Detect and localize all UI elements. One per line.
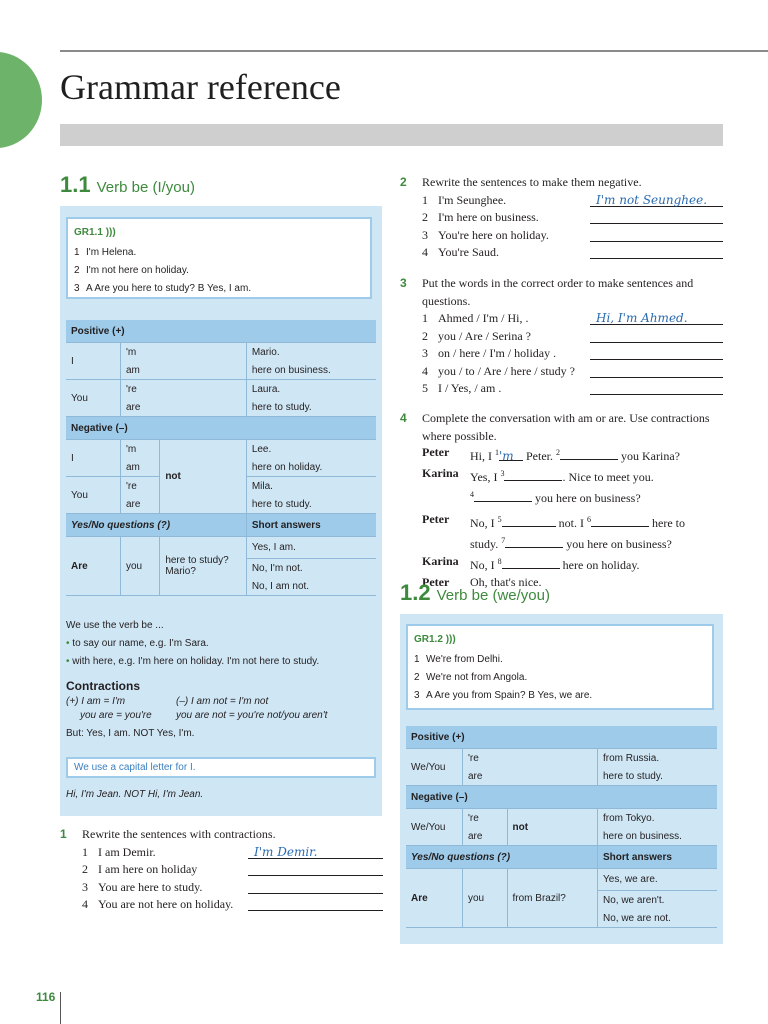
page-number: 116 xyxy=(36,990,56,1004)
answer-field[interactable] xyxy=(248,861,383,876)
answer-field[interactable] xyxy=(590,328,723,343)
header-bar xyxy=(60,124,723,146)
answer-field[interactable] xyxy=(590,363,723,378)
capital-letter-note: We use a capital letter for I. xyxy=(66,757,376,778)
answer-field[interactable] xyxy=(590,227,723,242)
gr-example-line: 2 We're not from Angola. xyxy=(414,672,528,683)
gr-example-line: 2 I'm not here on holiday. xyxy=(74,265,189,276)
conversation: Peter Hi, I $^1$'m Peter. $^2$ you Karina? Karina Yes, I $^3$ . Nice to meet you. $^4$ you here on business? Peter No, I $^5$ not. I $^6$ here to study. $^7$ you here on business? Karina No, I $^8$ here on holiday. Peter Oh, that's nice. xyxy=(422,445,685,589)
exercise-1: 1 Rewrite the sentences with contractions. 1 I am Demir. I'm Demir. 2 I am here on holiday 3 You are here to study. 4 You are not here on holiday. xyxy=(60,826,385,914)
answer-field[interactable] xyxy=(590,244,723,259)
be-table-1-1: Positive (+) I 'm Mario. am here on business. You 're Laura. are here to study. Negative (–) I 'm not Lee. am here on holiday. You 're Mila. are here to study. Yes/No questions (?) Short answers Are you here to study? Mario? Yes, I am. No, I'm not. No, I am not. xyxy=(66,320,376,596)
answer-gap[interactable]: 'm xyxy=(499,448,523,461)
questions-header: Yes/No questions (?) xyxy=(406,846,598,869)
section-color-tab xyxy=(0,52,42,148)
gr-example-box-1-2: GR1.2 ))) 1 We're from Delhi. 2 We're not from Angola. 3 A Are you from Spain? B Yes, we are. xyxy=(406,624,714,710)
gr-example-box-1-1: GR1.1 ))) 1 I'm Helena. 2 I'm not here on holiday. 3 A Are you here to study? B Yes, I am. xyxy=(66,217,372,299)
short-answers-header: Short answers xyxy=(246,514,376,537)
answer-field[interactable] xyxy=(590,345,723,360)
answer-gap[interactable] xyxy=(502,514,556,527)
section-1-1-heading: 1.1 Verb be (I/you) xyxy=(60,172,195,197)
answer-field[interactable]: I'm not Seunghee. xyxy=(590,192,723,207)
answer-field[interactable] xyxy=(248,896,383,911)
exercise-3: 3 Put the words in the correct order to make sentences and questions. 1 Ahmed / I'm / Hi, . Hi, I'm Ahmed. 2 you / Are / Serina ? 3 on / here / I'm / holiday . 4 you / to / Are / here / study ? 5 I / Yes, / am . xyxy=(400,275,725,398)
short-answers-header: Short answers xyxy=(598,846,718,869)
answer-gap[interactable] xyxy=(591,514,649,527)
hi-line: Hi, I'm Jean. NOT Hi, I'm Jean. xyxy=(66,789,204,800)
negative-header: Negative (–) xyxy=(406,786,717,809)
audio-icon[interactable]: ))) xyxy=(445,634,456,645)
be-table-1-2: Positive (+) We/You 're from Russia. are here to study. Negative (–) We/You 're not from Tokyo. are here on business. Yes/No questions (?) Short answers Are you from Brazil? Yes, we are. No, we aren't. No, we are not. xyxy=(406,726,717,928)
negative-header: Negative (–) xyxy=(66,417,376,440)
answer-field[interactable] xyxy=(590,380,723,395)
section-1-2-heading: 1.2 Verb be (we/you) xyxy=(400,580,550,605)
questions-header: Yes/No questions (?) xyxy=(66,514,246,537)
answer-gap[interactable] xyxy=(502,556,560,569)
gr-example-line: 1 We're from Delhi. xyxy=(414,654,503,665)
answer-field[interactable]: I'm Demir. xyxy=(248,844,383,859)
contractions-heading: Contractions xyxy=(66,679,141,693)
positive-header: Positive (+) xyxy=(406,726,717,749)
gr-example-line: 1 I'm Helena. xyxy=(74,247,137,258)
answer-field[interactable]: Hi, I'm Ahmed. xyxy=(590,310,723,325)
positive-header: Positive (+) xyxy=(66,320,376,343)
gr-example-line: 3 A Are you here to study? B Yes, I am. xyxy=(74,283,252,294)
usage-notes: We use the verb be ... • to say our name, e.g. I'm Sara. • with here, e.g. I'm here on holiday. I'm not here to study. Contractions (+) I am = I'm (–) I am not = I'm not you are = you're you are not = you're not/you aren't But: Yes, I am. NOT Yes, I'm. xyxy=(66,617,376,743)
answer-field[interactable] xyxy=(590,209,723,224)
page-title: Grammar reference xyxy=(60,67,341,107)
exercise-4: 4 Complete the conversation with am or are. Use contractions where possible. xyxy=(400,411,710,443)
answer-field[interactable] xyxy=(248,879,383,894)
audio-icon[interactable]: ))) xyxy=(105,227,116,238)
page-number-rule xyxy=(60,992,61,1024)
answer-gap[interactable] xyxy=(505,535,563,548)
exercise-2: 2 Rewrite the sentences to make them negative. 1 I'm Seunghee. I'm not Seunghee. 2 I'm here on business. 3 You're here on holiday. 4 You're Saud. xyxy=(400,174,725,262)
answer-gap[interactable] xyxy=(560,447,618,460)
gr-example-line: 3 A Are you from Spain? B Yes, we are. xyxy=(414,690,593,701)
answer-gap[interactable] xyxy=(504,468,562,481)
answer-gap[interactable] xyxy=(474,489,532,502)
top-rule xyxy=(60,50,768,52)
